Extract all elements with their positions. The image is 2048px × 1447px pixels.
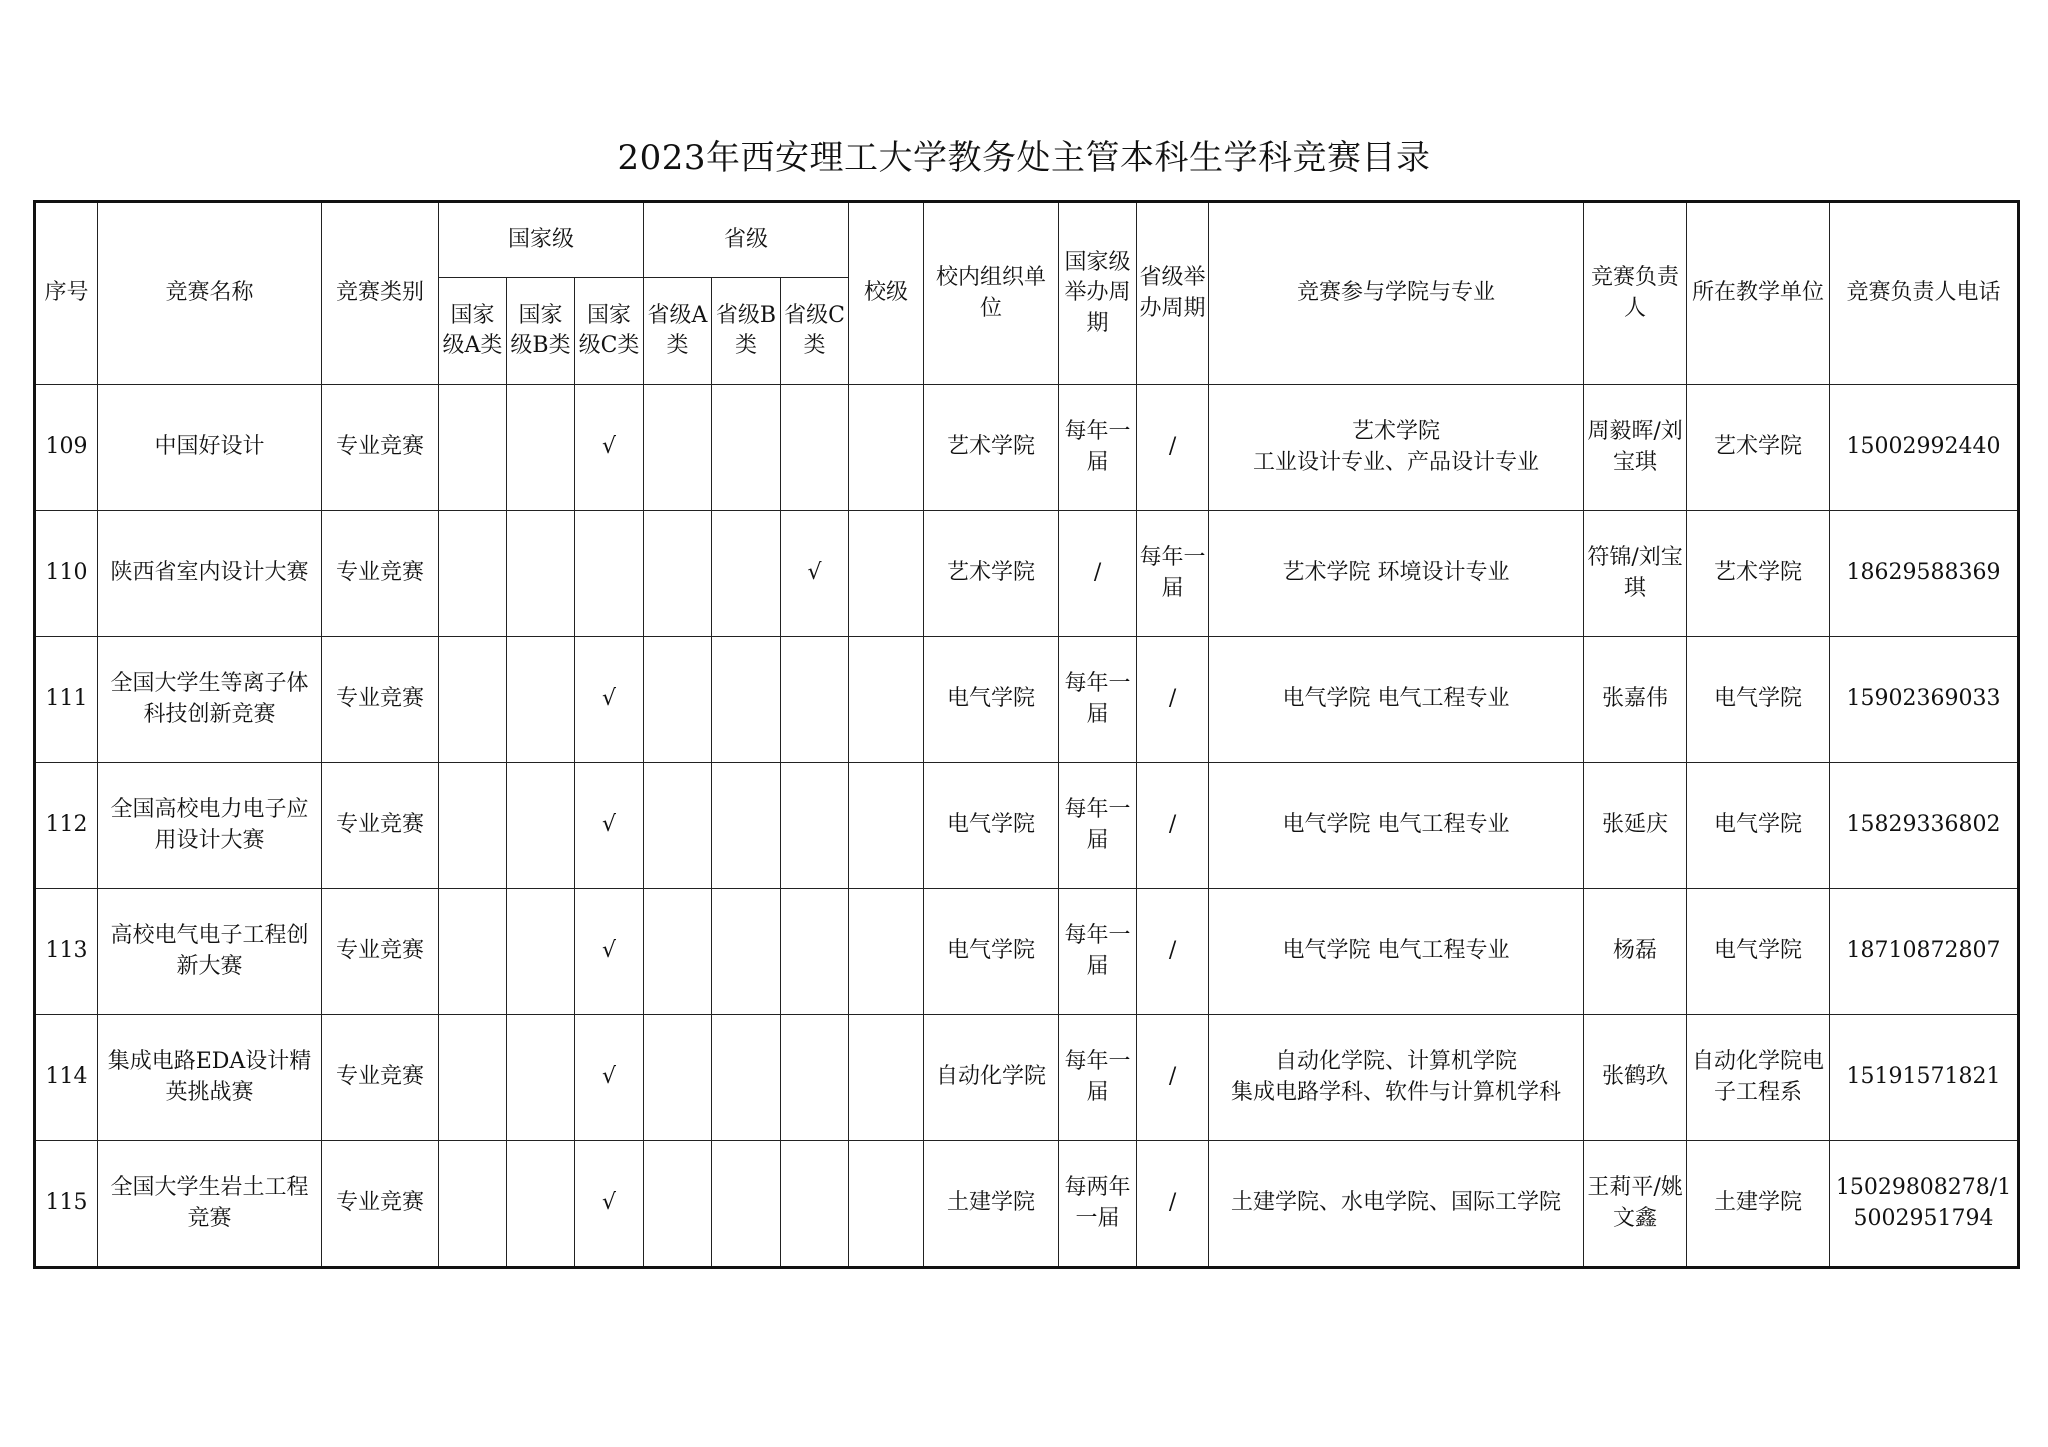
cell-unit: 电气学院 (1687, 637, 1830, 763)
cell-category: 专业竞赛 (322, 637, 439, 763)
competition-table (33, 200, 2020, 1269)
header-unit: 所在教学单位 (1687, 202, 1830, 385)
cell-category: 专业竞赛 (322, 1015, 439, 1141)
cell-provincial-cycle: / (1137, 637, 1209, 763)
cell-provincial-cycle: 每年一届 (1137, 511, 1209, 637)
cell-provincial-b (712, 511, 781, 637)
cell-category: 专业竞赛 (322, 511, 439, 637)
cell-name: 集成电路EDA设计精英挑战赛 (98, 1015, 322, 1141)
cell-national-b (507, 1141, 575, 1268)
table-row (35, 511, 2019, 637)
cell-national-b (507, 385, 575, 511)
cell-leader: 符锦/刘宝琪 (1584, 511, 1687, 637)
cell-provincial-cycle: / (1137, 1015, 1209, 1141)
cell-provincial-a (644, 1015, 712, 1141)
cell-provincial-a (644, 385, 712, 511)
cell-provincial-a (644, 511, 712, 637)
cell-organizer: 艺术学院 (924, 511, 1059, 637)
cell-phone: 15902369033 (1830, 637, 2019, 763)
cell-organizer: 电气学院 (924, 889, 1059, 1015)
cell-provincial-a (644, 889, 712, 1015)
header-national-b: 国家级B类 (507, 278, 575, 385)
cell-national-a (439, 889, 507, 1015)
cell-phone: 15829336802 (1830, 763, 2019, 889)
cell-national-c: √ (575, 1141, 644, 1268)
header-provincial: 省级 (644, 202, 849, 278)
cell-organizer: 艺术学院 (924, 385, 1059, 511)
cell-seq: 110 (35, 511, 98, 637)
cell-seq: 115 (35, 1141, 98, 1268)
cell-category: 专业竞赛 (322, 385, 439, 511)
cell-name: 全国高校电力电子应用设计大赛 (98, 763, 322, 889)
cell-provincial-cycle: / (1137, 763, 1209, 889)
cell-seq: 113 (35, 889, 98, 1015)
cell-provincial-b (712, 385, 781, 511)
cell-provincial-b (712, 763, 781, 889)
cell-provincial-c (781, 1015, 849, 1141)
header-phone: 竞赛负责人电话 (1830, 202, 2019, 385)
cell-national-a (439, 1015, 507, 1141)
cell-name: 全国大学生等离子体科技创新竞赛 (98, 637, 322, 763)
header-participants: 竞赛参与学院与专业 (1209, 202, 1584, 385)
cell-unit: 艺术学院 (1687, 385, 1830, 511)
cell-school (849, 763, 924, 889)
cell-national-c: √ (575, 1015, 644, 1141)
table-row (35, 385, 2019, 511)
cell-national-b (507, 889, 575, 1015)
header-leader: 竞赛负责人 (1584, 202, 1687, 385)
cell-provincial-c (781, 637, 849, 763)
cell-national-a (439, 637, 507, 763)
header-provincial-c: 省级C类 (781, 278, 849, 385)
cell-organizer: 土建学院 (924, 1141, 1059, 1268)
cell-category: 专业竞赛 (322, 763, 439, 889)
cell-national-c: √ (575, 763, 644, 889)
cell-national-a (439, 385, 507, 511)
cell-provincial-a (644, 637, 712, 763)
cell-provincial-c (781, 1141, 849, 1268)
cell-leader: 张鹤玖 (1584, 1015, 1687, 1141)
cell-unit: 电气学院 (1687, 889, 1830, 1015)
cell-national-c (575, 511, 644, 637)
cell-national-cycle: 每年一届 (1059, 763, 1137, 889)
cell-unit: 土建学院 (1687, 1141, 1830, 1268)
header-national-a: 国家级A类 (439, 278, 507, 385)
table-row (35, 889, 2019, 1015)
cell-national-b (507, 763, 575, 889)
cell-provincial-cycle: / (1137, 889, 1209, 1015)
cell-leader: 张嘉伟 (1584, 637, 1687, 763)
cell-participants: 电气学院 电气工程专业 (1209, 637, 1584, 763)
cell-national-cycle: / (1059, 511, 1137, 637)
header-provincial-cycle: 省级举办周期 (1137, 202, 1209, 385)
cell-phone: 18710872807 (1830, 889, 2019, 1015)
table-row (35, 1015, 2019, 1141)
cell-national-b (507, 637, 575, 763)
header-provincial-a: 省级A类 (644, 278, 712, 385)
header-organizer: 校内组织单位 (924, 202, 1059, 385)
cell-national-c: √ (575, 889, 644, 1015)
header-national: 国家级 (439, 202, 644, 278)
cell-seq: 111 (35, 637, 98, 763)
cell-national-cycle: 每两年一届 (1059, 1141, 1137, 1268)
cell-school (849, 1141, 924, 1268)
cell-leader: 杨磊 (1584, 889, 1687, 1015)
cell-provincial-c (781, 763, 849, 889)
header-seq: 序号 (35, 202, 98, 385)
cell-phone: 18629588369 (1830, 511, 2019, 637)
cell-participants: 电气学院 电气工程专业 (1209, 763, 1584, 889)
cell-participants: 土建学院、水电学院、国际工学院 (1209, 1141, 1584, 1268)
cell-national-b (507, 511, 575, 637)
cell-name: 全国大学生岩土工程竞赛 (98, 1141, 322, 1268)
cell-national-a (439, 1141, 507, 1268)
header-national-cycle: 国家级举办周期 (1059, 202, 1137, 385)
cell-name: 中国好设计 (98, 385, 322, 511)
table-row (35, 763, 2019, 889)
cell-national-cycle: 每年一届 (1059, 637, 1137, 763)
cell-national-c: √ (575, 637, 644, 763)
cell-school (849, 1015, 924, 1141)
cell-school (849, 385, 924, 511)
cell-organizer: 电气学院 (924, 637, 1059, 763)
cell-unit: 艺术学院 (1687, 511, 1830, 637)
cell-leader: 周毅晖/刘宝琪 (1584, 385, 1687, 511)
cell-name: 高校电气电子工程创新大赛 (98, 889, 322, 1015)
table-row (35, 637, 2019, 763)
cell-seq: 109 (35, 385, 98, 511)
cell-seq: 114 (35, 1015, 98, 1141)
cell-category: 专业竞赛 (322, 1141, 439, 1268)
cell-unit: 电气学院 (1687, 763, 1830, 889)
cell-provincial-a (644, 763, 712, 889)
cell-provincial-b (712, 889, 781, 1015)
cell-provincial-c: √ (781, 511, 849, 637)
cell-provincial-b (712, 1015, 781, 1141)
header-row-top (35, 202, 2019, 278)
cell-participants: 自动化学院、计算机学院 集成电路学科、软件与计算机学科 (1209, 1015, 1584, 1141)
cell-national-cycle: 每年一届 (1059, 889, 1137, 1015)
cell-school (849, 889, 924, 1015)
cell-national-a (439, 511, 507, 637)
table-row (35, 1141, 2019, 1268)
cell-provincial-b (712, 1141, 781, 1268)
cell-participants: 艺术学院 工业设计专业、产品设计专业 (1209, 385, 1584, 511)
cell-national-b (507, 1015, 575, 1141)
header-name: 竞赛名称 (98, 202, 322, 385)
header-school: 校级 (849, 202, 924, 385)
header-category: 竞赛类别 (322, 202, 439, 385)
cell-participants: 电气学院 电气工程专业 (1209, 889, 1584, 1015)
cell-national-a (439, 763, 507, 889)
cell-school (849, 637, 924, 763)
cell-provincial-c (781, 385, 849, 511)
cell-national-cycle: 每年一届 (1059, 385, 1137, 511)
cell-name: 陕西省室内设计大赛 (98, 511, 322, 637)
cell-provincial-a (644, 1141, 712, 1268)
cell-national-cycle: 每年一届 (1059, 1015, 1137, 1141)
cell-provincial-b (712, 637, 781, 763)
cell-category: 专业竞赛 (322, 889, 439, 1015)
cell-phone: 15191571821 (1830, 1015, 2019, 1141)
cell-organizer: 自动化学院 (924, 1015, 1059, 1141)
cell-phone: 15029808278/15002951794 (1830, 1141, 2019, 1268)
cell-unit: 自动化学院电子工程系 (1687, 1015, 1830, 1141)
cell-national-c: √ (575, 385, 644, 511)
cell-provincial-c (781, 889, 849, 1015)
cell-leader: 王莉平/姚文鑫 (1584, 1141, 1687, 1268)
cell-provincial-cycle: / (1137, 1141, 1209, 1268)
cell-participants: 艺术学院 环境设计专业 (1209, 511, 1584, 637)
cell-provincial-cycle: / (1137, 385, 1209, 511)
page-title: 2023年西安理工大学教务处主管本科生学科竞赛目录 (617, 138, 1431, 178)
cell-phone: 15002992440 (1830, 385, 2019, 511)
cell-organizer: 电气学院 (924, 763, 1059, 889)
cell-leader: 张延庆 (1584, 763, 1687, 889)
header-provincial-b: 省级B类 (712, 278, 781, 385)
header-national-c: 国家级C类 (575, 278, 644, 385)
cell-school (849, 511, 924, 637)
cell-seq: 112 (35, 763, 98, 889)
